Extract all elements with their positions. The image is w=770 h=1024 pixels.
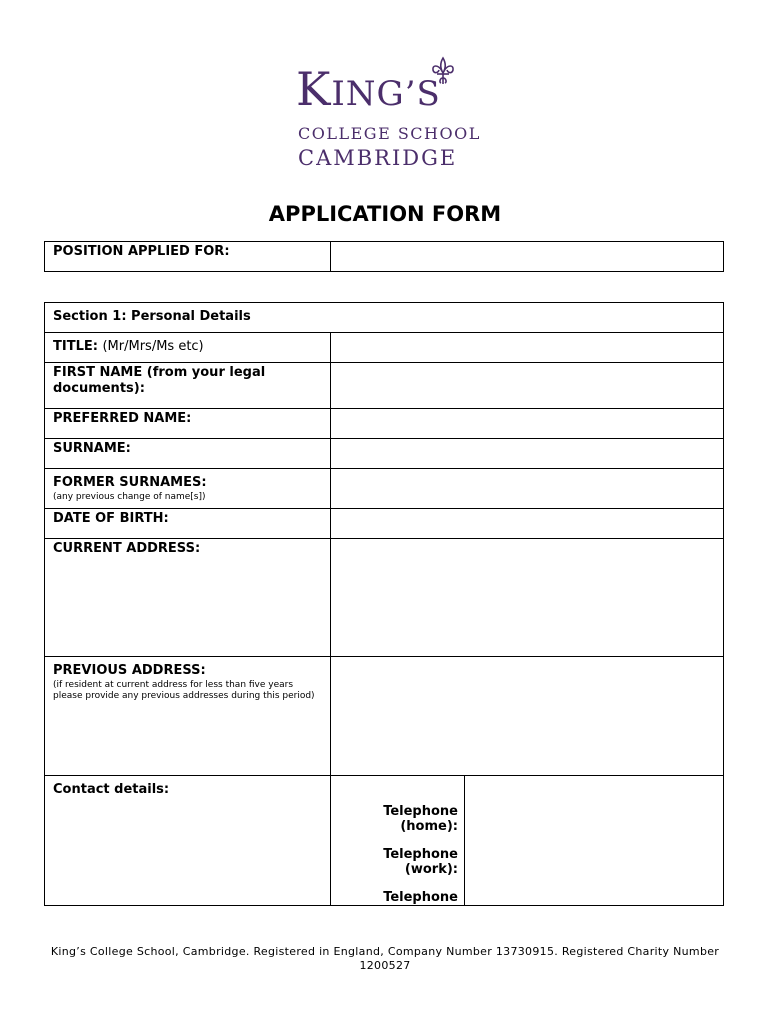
position-label-cell — [45, 242, 331, 272]
logo-line-cambridge: CAMBRIDGE — [298, 146, 458, 170]
first-name-input-field[interactable] — [331, 363, 724, 409]
first-name-label-cell — [45, 363, 331, 409]
telephone-work-label-line1: Telephone — [383, 847, 458, 862]
surname-input-field[interactable] — [331, 439, 724, 469]
logo-letter-k: K — [296, 62, 332, 116]
telephone-labels — [331, 776, 464, 904]
title-input-field[interactable] — [331, 333, 724, 363]
former-surnames-label-text: FORMER SURNAMES: — [53, 475, 207, 490]
former-surnames-label — [45, 469, 330, 503]
previous-address-label — [45, 657, 330, 702]
current-address-label: CURRENT ADDRESS: — [53, 541, 201, 556]
dob-label: DATE OF BIRTH: — [53, 511, 169, 526]
preferred-name-label: PREFERRED NAME: — [53, 411, 192, 426]
title-label — [45, 333, 330, 355]
telephone-work-label — [383, 847, 458, 877]
telephone-home-label — [383, 804, 458, 834]
logo-letters-ing: ING — [331, 74, 405, 114]
previous-address-label-text: PREVIOUS ADDRESS: — [53, 663, 206, 678]
telephone-work-label-line2: (work): — [404, 862, 458, 877]
section-heading: Section 1: Personal Details — [53, 309, 251, 324]
position-label: POSITION APPLIED FOR: — [53, 244, 230, 259]
former-surnames-hint: (any previous change of name[s]) — [53, 492, 206, 502]
telephone-home-label-line1: Telephone — [383, 804, 458, 819]
surname-label: SURNAME: — [53, 441, 131, 456]
telephone-other-label: Telephone — [383, 890, 458, 905]
current-address-label-cell — [45, 539, 331, 657]
title-label-cell — [45, 333, 331, 363]
preferred-name-input-field[interactable] — [331, 409, 724, 439]
first-name-label: FIRST NAME (from your legal documents): — [53, 365, 266, 396]
title-hint: (Mr/Mrs/Ms etc) — [102, 339, 204, 354]
dob-label-cell — [45, 509, 331, 539]
logo-line-college-school: COLLEGE SCHOOL — [298, 124, 481, 143]
former-surnames-label-cell — [45, 469, 331, 509]
previous-address-label-cell — [45, 657, 331, 776]
logo-apostrophe: ’ — [404, 74, 417, 114]
logo-letter-s: S — [416, 74, 441, 114]
dob-input-field[interactable] — [331, 509, 724, 539]
telephone-input-field[interactable] — [465, 776, 724, 906]
position-input-field[interactable] — [331, 242, 724, 272]
position-table — [44, 241, 724, 272]
surname-label-cell — [45, 439, 331, 469]
telephone-home-label-line2: (home): — [400, 819, 458, 834]
telephone-labels-cell — [331, 776, 465, 906]
footer-text: King’s College School, Cambridge. Registered in England, Company Number 13730915. Registered Charity Number 1200527 — [50, 945, 720, 972]
school-logo — [296, 56, 481, 174]
preferred-name-label-cell — [45, 409, 331, 439]
form-title: APPLICATION FORM — [268, 202, 502, 226]
contact-label-cell — [45, 776, 331, 906]
title-label-text: TITLE: — [53, 339, 98, 354]
previous-address-hint: (if resident at current address for less than five years please provide any previous addresses during this period) — [53, 680, 315, 701]
contact-label: Contact details: — [53, 782, 170, 797]
former-surnames-input-field[interactable] — [331, 469, 724, 509]
current-address-input-field[interactable] — [331, 539, 724, 657]
logo-line-kings — [296, 62, 441, 117]
section-heading-cell — [45, 303, 724, 333]
previous-address-input-field[interactable] — [331, 657, 724, 776]
personal-details-table — [44, 302, 724, 906]
